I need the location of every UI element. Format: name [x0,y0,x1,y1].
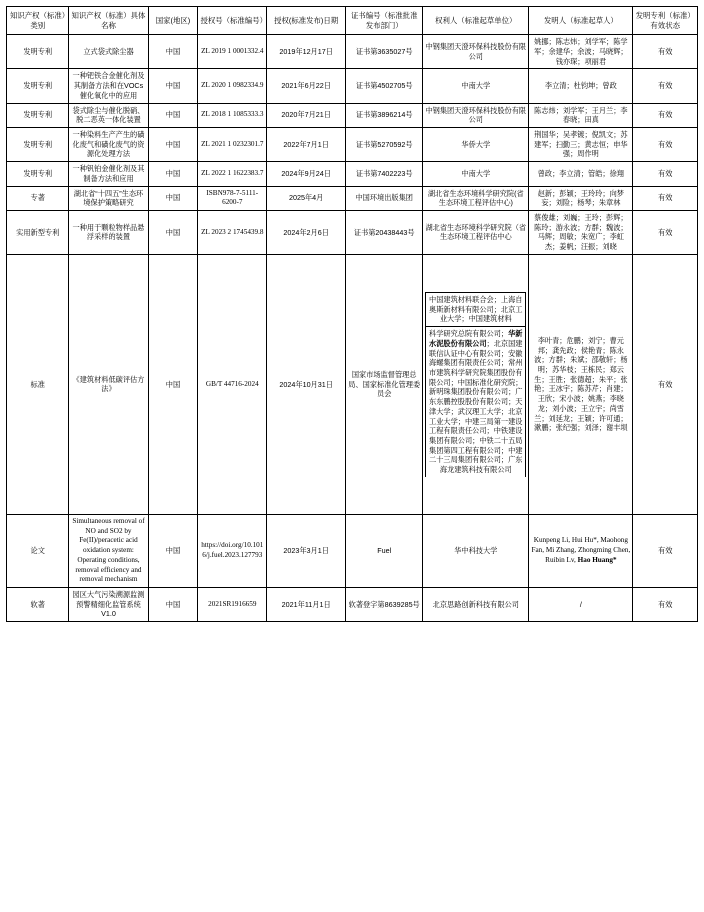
cell-name: 一种钯铁合金催化剂及其制备方法和在VOCs催化氧化中的应用 [69,69,148,103]
cell-grant-no: ZL 2018 1 1085333.3 [198,103,267,127]
cell-grant-no: ZL 2019 1 0001332.4 [198,35,267,69]
owner-subrow [426,292,526,326]
cell-status: 有效 [633,211,698,255]
cell-category: 发明专利 [7,35,69,69]
cell-status: 有效 [633,254,698,514]
cell-date: 2024年2月6日 [267,211,346,255]
cell-category: 专著 [7,186,69,210]
cell-date: 2020年7月21日 [267,103,346,127]
cell-cert-no: 中国环境出版集团 [346,186,423,210]
owner-subrow [426,327,526,477]
header-country: 国家(地区) [148,7,198,35]
cell-status: 有效 [633,587,698,621]
cell-category: 发明专利 [7,128,69,162]
cell-cert-no: Fuel [346,514,423,587]
cell-country: 中国 [148,162,198,186]
table-body [7,35,698,622]
table-row [7,69,698,103]
cell-grant-no: ISBN978-7-5111-6200-7 [198,186,267,210]
cell-grant-no: ZL 2023 2 1745439.8 [198,211,267,255]
cell-category: 发明专利 [7,103,69,127]
owner-block-2: 科学研究总院有限公司；华新水泥股份有限公司；北京国建联信认证中心有限公司；安徽海螺集团有限责任公司；常州市建筑科学研究院集团股份有限公司；中国标准化研究院；新明珠集团股份有限公司；广东东鹏控股股份有限公司；天津大学；武汉理工大学；北京工业大学；中建三局第一建设工程有限责任公司；中铁建设集团有限公司；中铁二十五局集团第四工程有限公司；中建二十三局集团有限公司；广东海龙建筑科技有限公司 [426,327,526,477]
cell-name: 一种钒铂金催化剂及其制备方法和应用 [69,162,148,186]
cell-owner: 湖北省生态环境科学研究院（省生态环境工程评估中心 [423,211,529,255]
cell-cert-no: 证书第3635027号 [346,35,423,69]
cell-cert-no: 证书第4502705号 [346,69,423,103]
owner-subtable [425,292,526,477]
cell-owner: 华中科技大学 [423,514,529,587]
cell-inventor: 赵新；彭颖；王玲玲；向梦妄；刘险；杨琴；朱章林 [529,186,633,210]
cell-date: 2025年4月 [267,186,346,210]
cell-grant-no: ZL 2022 1 1622383.7 [198,162,267,186]
cell-inventor: / [529,587,633,621]
cell-category: 软著 [7,587,69,621]
cell-date: 2023年3月1日 [267,514,346,587]
cell-inventor: 蔡俊雄；刘巍；王玲；彭辉；陈玲；游永波；方群；魏波；马辉；周敏；朱宽广；李虹杰；姜帆；汪振；刘晓 [529,211,633,255]
cell-inventor: 荆国华；吴孝镀；倪凯文；苏建军；扫勤三；黄志恒；申华强；周作明 [529,128,633,162]
cell-country: 中国 [148,211,198,255]
cell-owner: 北京思路创新科技有限公司 [423,587,529,621]
cell-name: 园区大气污染溯源监测预警精细化监管系统V1.0 [69,587,148,621]
cell-inventor: 李立清；杜钧坤；曾政 [529,69,633,103]
cell-category: 发明专利 [7,69,69,103]
cell-grant-no: ZL 2021 1 0232301.7 [198,128,267,162]
cell-cert-no: 证书第20438443号 [346,211,423,255]
cell-category: 标准 [7,254,69,514]
cell-cert-no: 软著登字第8639285号 [346,587,423,621]
table-row [7,162,698,186]
cell-owner: 华侨大学 [423,128,529,162]
header-inventor: 发明人（标准起草人） [529,7,633,35]
cell-grant-no: GB/T 44716-2024 [198,254,267,514]
cell-country: 中国 [148,128,198,162]
cell-country: 中国 [148,69,198,103]
cell-grant-no: ZL 2020 1 0982334.9 [198,69,267,103]
cell-category: 发明专利 [7,162,69,186]
cell-inventor: Kunpeng Li, Hui Hu*, Maohong Fan, Mi Zhang, Zhongming Chen, Ruibin Lv, Hao Huang* [529,514,633,587]
cell-status: 有效 [633,35,698,69]
cell-name: 《建筑材料低碳评估方法》 [69,254,148,514]
cell-grant-no: https://doi.org/10.1016/j.fuel.2023.127793 [198,514,267,587]
cell-country: 中国 [148,587,198,621]
cell-inventor: 姚挪；陈志炜；刘学军；陈学军；余建华；余波；马晓辉；钱亦琛；项丽君 [529,35,633,69]
table-header [7,7,698,35]
cell-country: 中国 [148,254,198,514]
cell-owner: 中南大学 [423,162,529,186]
table-row [7,35,698,69]
header-name: 知识产权（标准）具体名称 [69,7,148,35]
header-category: 知识产权（标准）类别 [7,7,69,35]
cell-name: 湖北省“十四五”生态环境保护策略研究 [69,186,148,210]
cell-cert-no: 证书第3896214号 [346,103,423,127]
header-status: 发明专利（标准）有效状态 [633,7,698,35]
header-grant-no: 授权号（标准编号） [198,7,267,35]
cell-category: 实用新型专利 [7,211,69,255]
intellectual-property-table [6,6,698,622]
cell-inventor: 曾政；李立清；管皓；徐翔 [529,162,633,186]
cell-cert-no: 国家市场监督管理总局、国家标准化管理委员会 [346,254,423,514]
cell-name: 一种染料生产产生的磺化废气和磺化废气的资源化处理方法 [69,128,148,162]
table-row [7,103,698,127]
cell-inventor: 李叶青；危鹏；刘宁；曹元邦；龚先政；侯艳青；陈永波；方群；朱斌；邵敬轩；杨明；苏华枝；王栋民；郑云生；王胜；张德超；朱平；张艳；王冰宇；陈苏芹；肖建；王欣；宋小波；姚燕；李晓龙；刘小波；王立宇；尚雪兰；刘延龙；王颖；许可通；漱鹏；张纪强；刘泽；谢丰埙 [529,254,633,514]
cell-name: 立式袋式除尘器 [69,35,148,69]
cell-grant-no: 2021SR1916659 [198,587,267,621]
header-row [7,7,698,35]
table-row [7,186,698,210]
cell-country: 中国 [148,186,198,210]
cell-country: 中国 [148,103,198,127]
cell-status: 有效 [633,69,698,103]
cell-inventor: 陈志炜；刘学军；王月兰；李春晓；田真 [529,103,633,127]
cell-date: 2021年11月1日 [267,587,346,621]
cell-cert-no: 证书第7402223号 [346,162,423,186]
cell-owner: 中钢集团天澄环保科技股份有限公司 [423,35,529,69]
table-row [7,128,698,162]
table-row [7,254,698,514]
cell-country: 中国 [148,514,198,587]
cell-status: 有效 [633,162,698,186]
cell-name: 袋式除尘与催化脱硝、脱二恶英一体化装置 [69,103,148,127]
cell-owner: 湖北省生态环境科学研究院(省生态环境工程评估中心) [423,186,529,210]
cell-name: 一种用于颗粒物样品悬浮采样的装置 [69,211,148,255]
cell-owner [423,254,529,514]
cell-status: 有效 [633,103,698,127]
cell-date: 2024年10月31日 [267,254,346,514]
header-owner: 权利人（标准起草单位） [423,7,529,35]
owner-block-1: 中国建筑材料联合会；上海自奥斯新材料有限公司；北京工业大学；中国建筑材料 [426,292,526,326]
cell-owner: 中钢集团天澄环保科技股份有限公司 [423,103,529,127]
cell-status: 有效 [633,186,698,210]
cell-status: 有效 [633,514,698,587]
cell-date: 2022年7月1日 [267,128,346,162]
cell-date: 2024年9月24日 [267,162,346,186]
header-cert-no: 证书编号（标准批准发布部门） [346,7,423,35]
cell-country: 中国 [148,35,198,69]
cell-category: 论文 [7,514,69,587]
header-date: 授权(标准发布)日期 [267,7,346,35]
table-row [7,211,698,255]
cell-owner: 中南大学 [423,69,529,103]
table-row [7,587,698,621]
cell-date: 2021年6月22日 [267,69,346,103]
cell-cert-no: 证书第5270592号 [346,128,423,162]
cell-name: Simultaneous removal of NO and SO2 by Fe(II)/peracetic acid oxidation system: Operating conditions, removal efficiency and removal mechanism [69,514,148,587]
table-row [7,514,698,587]
cell-date: 2019年12月17日 [267,35,346,69]
cell-status: 有效 [633,128,698,162]
